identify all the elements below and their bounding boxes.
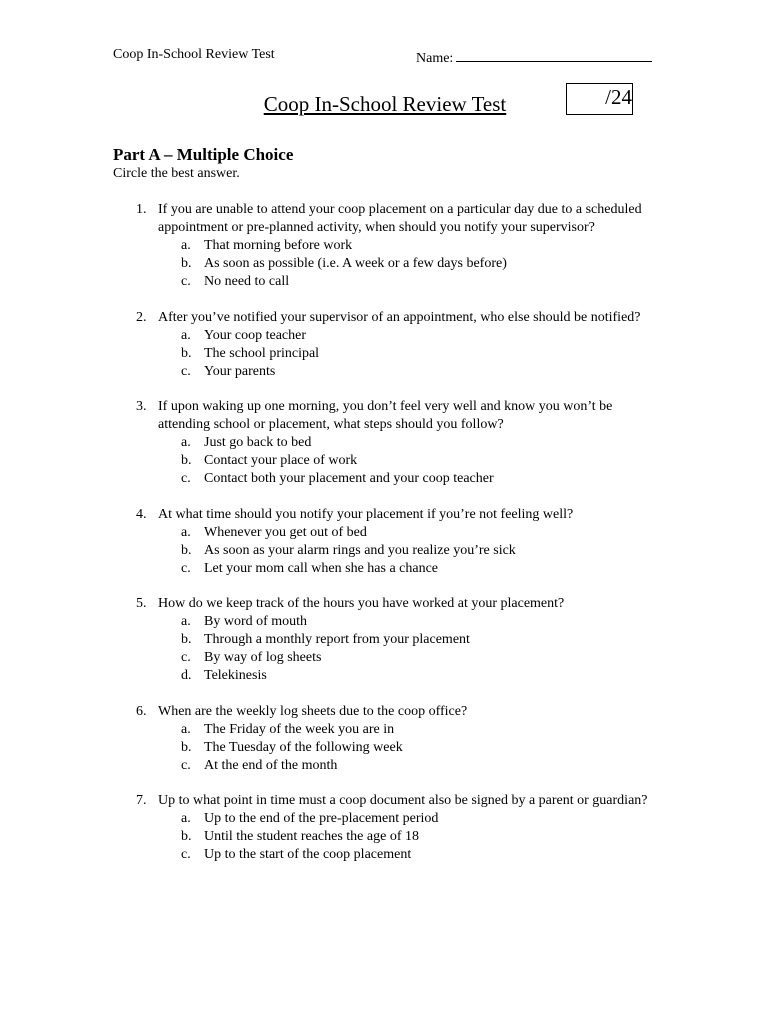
option-letter: c. bbox=[181, 274, 191, 289]
question-3 bbox=[0, 398, 770, 488]
option-letter: b. bbox=[181, 632, 192, 647]
question-number: 1. bbox=[136, 202, 147, 217]
option-text: By way of log sheets bbox=[204, 650, 322, 665]
question-number: 5. bbox=[136, 596, 147, 611]
option-letter: c. bbox=[181, 471, 191, 486]
answer-option[interactable] bbox=[0, 846, 770, 864]
option-letter: d. bbox=[181, 668, 192, 683]
question-text: If you are unable to attend your coop placement on a particular day due to a scheduled appointment or pre-planned activity, when should you notify your supervisor? bbox=[158, 202, 642, 235]
option-text: As soon as possible (i.e. A week or a few days before) bbox=[204, 256, 507, 271]
score-total: /24 bbox=[605, 85, 632, 109]
answer-option[interactable] bbox=[0, 631, 770, 649]
page-title: Coop In-School Review Test bbox=[263, 92, 507, 116]
name-field bbox=[416, 47, 652, 67]
question-text: After you’ve notified your supervisor of an appointment, who else should be notified? bbox=[158, 309, 641, 325]
question-text: How do we keep track of the hours you have worked at your placement? bbox=[158, 596, 565, 611]
question-text: When are the weekly log sheets due to the coop office? bbox=[158, 703, 468, 719]
option-text: The Friday of the week you are in bbox=[204, 721, 395, 737]
answer-option[interactable] bbox=[0, 363, 770, 381]
option-text: Just go back to bed bbox=[204, 435, 312, 450]
option-text: Let your mom call when she has a chance bbox=[204, 560, 439, 576]
answer-option[interactable] bbox=[0, 452, 770, 470]
question-number: 6. bbox=[136, 703, 147, 719]
question-1 bbox=[0, 201, 770, 291]
answer-option[interactable] bbox=[0, 810, 770, 828]
question-number: 4. bbox=[136, 506, 147, 522]
option-letter: b. bbox=[181, 739, 192, 755]
answer-option[interactable] bbox=[0, 739, 770, 757]
option-letter: a. bbox=[181, 327, 191, 343]
name-blank-line[interactable] bbox=[456, 47, 652, 62]
option-text: That morning before work bbox=[204, 238, 353, 253]
instruction: Circle the best answer. bbox=[113, 166, 240, 181]
option-letter: b. bbox=[181, 542, 192, 558]
answer-option[interactable] bbox=[0, 542, 770, 560]
option-letter: c. bbox=[181, 757, 191, 773]
answer-option[interactable] bbox=[0, 613, 770, 631]
question-list bbox=[0, 201, 770, 882]
option-letter: a. bbox=[181, 524, 191, 540]
option-text: Telekinesis bbox=[204, 668, 267, 683]
option-text: Up to the start of the coop placement bbox=[204, 847, 412, 862]
answer-option[interactable] bbox=[0, 667, 770, 685]
answer-option[interactable] bbox=[0, 721, 770, 739]
question-number: 3. bbox=[136, 399, 147, 414]
answer-option[interactable] bbox=[0, 470, 770, 488]
answer-option[interactable] bbox=[0, 434, 770, 452]
option-text: Contact both your placement and your coop teacher bbox=[204, 471, 494, 486]
option-letter: c. bbox=[181, 650, 191, 665]
option-letter: b. bbox=[181, 453, 192, 468]
option-text: Up to the end of the pre-placement period bbox=[204, 811, 439, 826]
name-label: Name: bbox=[416, 51, 454, 66]
question-5 bbox=[0, 595, 770, 685]
option-text: No need to call bbox=[204, 274, 290, 289]
question-text: At what time should you notify your placement if you’re not feeling well? bbox=[158, 506, 574, 522]
option-text: As soon as your alarm rings and you realize you’re sick bbox=[204, 542, 516, 558]
question-4 bbox=[0, 506, 770, 578]
answer-option[interactable] bbox=[0, 757, 770, 775]
option-text: The school principal bbox=[204, 345, 320, 361]
answer-option[interactable] bbox=[0, 273, 770, 291]
part-title: Part A – Multiple Choice bbox=[113, 145, 294, 164]
option-text: Through a monthly report from your placement bbox=[204, 632, 470, 647]
option-text: Your parents bbox=[204, 363, 276, 379]
answer-option[interactable] bbox=[0, 327, 770, 345]
answer-option[interactable] bbox=[0, 345, 770, 363]
option-text: By word of mouth bbox=[204, 614, 308, 629]
option-letter: b. bbox=[181, 829, 192, 844]
option-letter: c. bbox=[181, 560, 191, 576]
question-number: 7. bbox=[136, 793, 147, 808]
option-text: At the end of the month bbox=[204, 757, 338, 773]
option-letter: a. bbox=[181, 811, 191, 826]
option-text: The Tuesday of the following week bbox=[204, 739, 403, 755]
option-text: Your coop teacher bbox=[204, 327, 306, 343]
answer-option[interactable] bbox=[0, 828, 770, 846]
answer-option[interactable] bbox=[0, 255, 770, 273]
option-letter: b. bbox=[181, 345, 192, 361]
option-text: Until the student reaches the age of 18 bbox=[204, 829, 419, 844]
answer-option[interactable] bbox=[0, 237, 770, 255]
question-text: If upon waking up one morning, you don’t feel very well and know you won’t be attending school or placement, what steps should you follow? bbox=[158, 399, 613, 432]
option-text: Contact your place of work bbox=[204, 453, 358, 468]
option-letter: a. bbox=[181, 721, 191, 737]
header-course-title: Coop In-School Review Test bbox=[113, 47, 275, 62]
option-letter: a. bbox=[181, 238, 191, 253]
question-2 bbox=[0, 309, 770, 381]
option-text: Whenever you get out of bed bbox=[204, 524, 367, 540]
option-letter: b. bbox=[181, 256, 192, 271]
question-7 bbox=[0, 792, 770, 864]
question-text: Up to what point in time must a coop document also be signed by a parent or guardian? bbox=[158, 793, 648, 808]
question-6 bbox=[0, 703, 770, 775]
option-letter: c. bbox=[181, 847, 191, 862]
answer-option[interactable] bbox=[0, 524, 770, 542]
answer-option[interactable] bbox=[0, 560, 770, 578]
option-letter: c. bbox=[181, 363, 191, 379]
option-letter: a. bbox=[181, 435, 191, 450]
question-number: 2. bbox=[136, 309, 147, 325]
option-letter: a. bbox=[181, 614, 191, 629]
score-box bbox=[566, 83, 633, 115]
answer-option[interactable] bbox=[0, 649, 770, 667]
